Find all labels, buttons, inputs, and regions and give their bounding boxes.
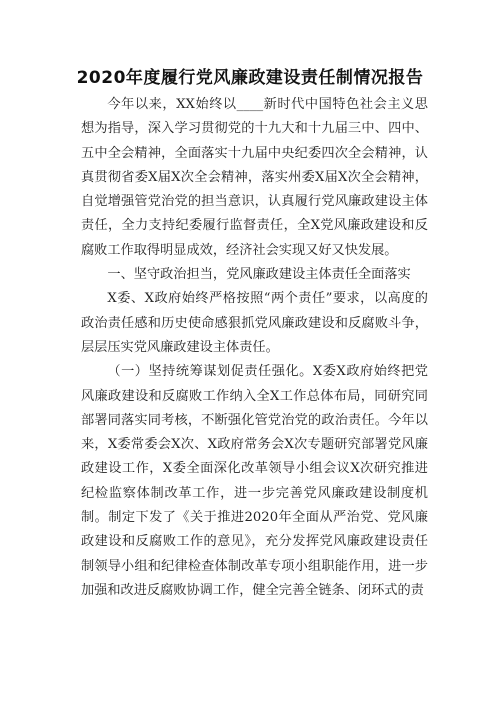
paragraph-subsection-1: （一）坚持统筹谋划促责任强化。X委X政府始终把党风廉政建设和反腐败工作纳入全X工作总体布局，同研究同部署同落实同考核，不断强化管党治党的政治责任。今年以来，X委常委会X次、X政府常务会X次专题研究部署党风廉政建设工作，X委全面深化改革领导小组会议X次研究推进纪检监察体制改革工作，进一步完善党风廉政建设制度机制。制定下发了《关于推进2020年全面从严治党、党风廉政建设和反腐败工作的意见》，充分发挥党风廉政建设责任制领导小组和纪律检查体制改革专项小组职能作用，进一步加强和改进反腐败协调工作，健全完善全链条、闭环式的责 xyxy=(81,364,428,598)
document-body xyxy=(81,93,428,603)
section-heading-1: 一、坚守政治担当，党风廉政建设主体责任全面落实 xyxy=(107,267,411,283)
document-title: 2020年度履行党风廉政建设责任制情况报告 xyxy=(76,68,424,88)
paragraph-intro: 今年以来，XX始终以____新时代中国特色社会主义思想为指导，深入学习贯彻党的十九大和十九届三中、四中、五中全会精神，全面落实十九届中央纪委四次全会精神，认真贯彻省委X届X次全会精神，落实州委X届X次全会精神，自觉增强管党治党的担当意识，认真履行党风廉政建设主体责任，全力支持纪委履行监督责任，全X党风廉政建设和反腐败工作取得明显成效，经济社会实现又好又快发展。 xyxy=(81,97,428,258)
paragraph-section-1: X委、X政府始终严格按照“两个责任”要求，以高度的政治责任感和历史使命感狠抓党风廉政建设和反腐败斗争，层层压实党风廉政建设主体责任。 xyxy=(81,291,428,355)
